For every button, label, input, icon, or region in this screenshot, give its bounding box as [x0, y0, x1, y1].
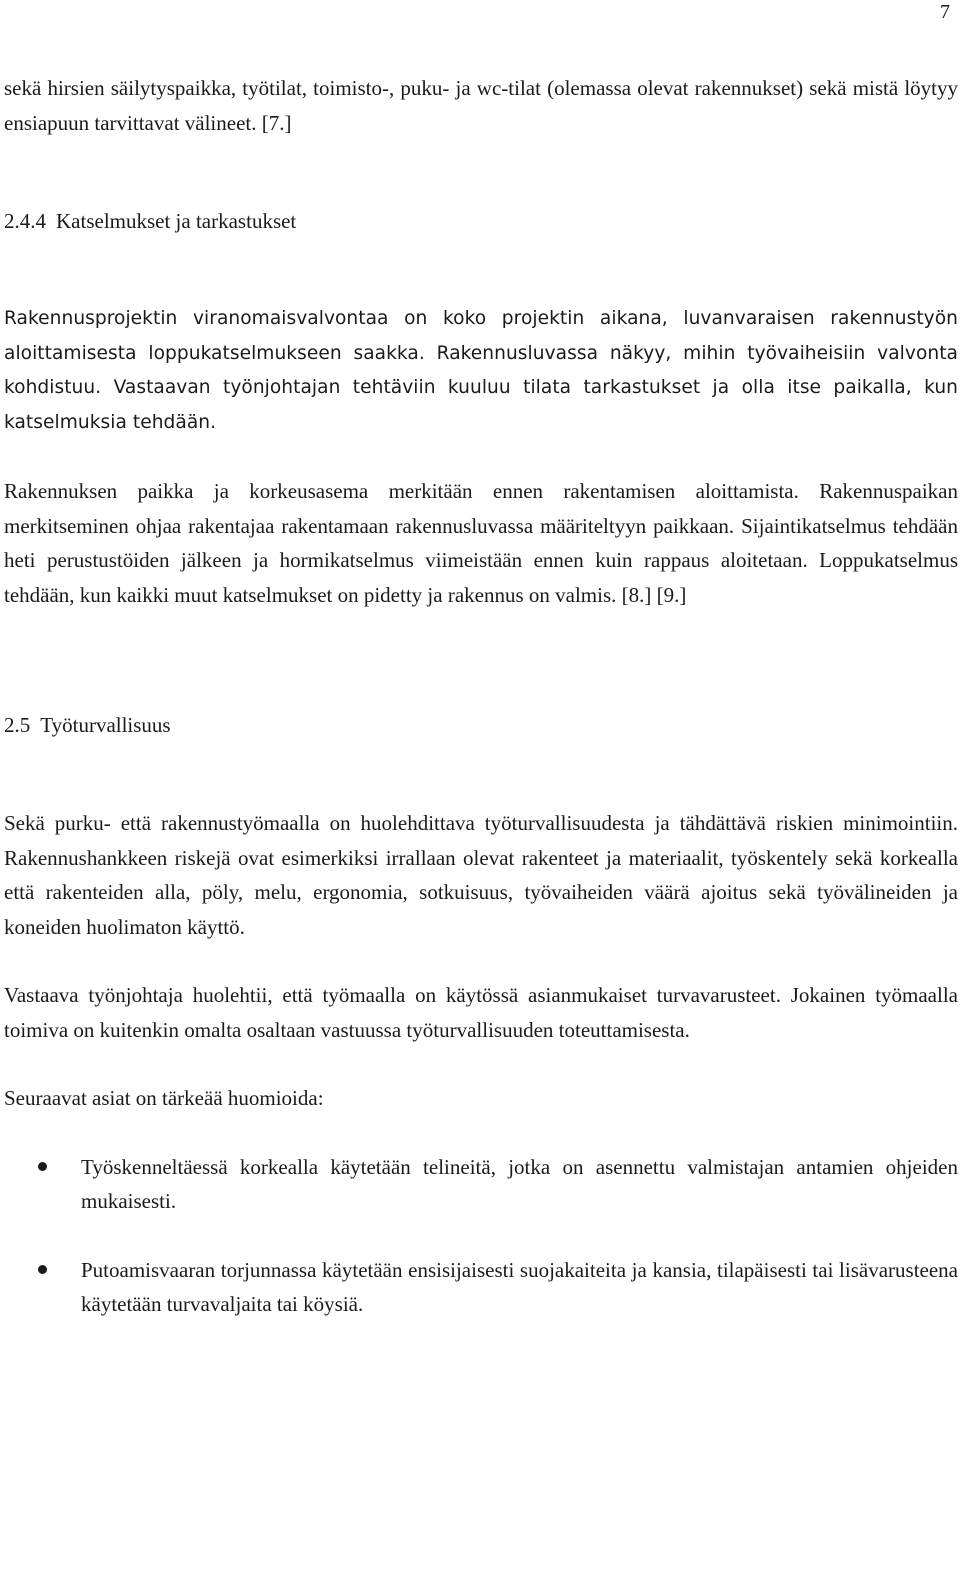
list-item: [4, 1253, 958, 1322]
list-item: [4, 1150, 958, 1219]
safety-paragraph-2: Vastaava työnjohtaja huolehtii, että työmaalla on käytössä asianmukaiset turvavarusteet. Jokainen työmaalla toimiva on kuitenkin omalta osaltaan vastuussa työturvallisuuden toteuttamisesta.: [4, 983, 958, 1042]
section-title: Katselmukset ja tarkastukset: [56, 209, 297, 233]
document-body: [4, 71, 958, 1322]
inspection-paragraph-1: Rakennusprojektin viranomaisvalvontaa on koko projektin aikana, luvanvaraisen rakennustyön aloittamisesta loppukatselmukseen saakka. Rakennusluvassa näkyy, mihin työvaiheisiin valvonta kohdistuu. Vastaavan työnjohtajan tehtäviin kuuluu tilata tarkastukset ja olla itse paikalla, kun katselmuksia tehdään.: [4, 308, 958, 433]
safety-paragraph-1: Sekä purku- että rakennustyömaalla on huolehdittava työturvallisuudesta ja tähdättävä riskien minimointiin. Rakennushankkeen riskejä ovat esimerkiksi irrallaan olevat rakenteet ja materiaalit, työskentely sekä korkealla että rakenteiden alla, pöly, melu, ergonomia, sotkuisuus, työvaiheiden väärä ajoitus sekä työvälineiden ja koneiden huolimaton käyttö.: [4, 811, 958, 939]
list-item-text: Työskenneltäessä korkealla käytetään telineitä, jotka on asennettu valmistajan antamien ohjeiden mukaisesti.: [81, 1154, 958, 1213]
list-intro: Seuraavat asiat on tärkeää huomioida:: [4, 1086, 324, 1110]
bullet-icon: [38, 1162, 47, 1171]
section-number: 2.4.4: [4, 209, 46, 233]
section-number: 2.5: [4, 713, 31, 737]
section-title: Työturvallisuus: [40, 713, 171, 737]
safety-bullet-list: [4, 1150, 958, 1322]
page-number: 7: [940, 1, 950, 23]
bullet-icon: [38, 1265, 47, 1274]
inspection-paragraph-2: Rakennuksen paikka ja korkeusasema merkitään ennen rakentamisen aloittamista. Rakennuspaikan merkitseminen ohjaa rakentajaa rakentamaan rakennusluvassa määriteltyyn paikkaan. Sijaintikatselmus tehdään heti perustustöiden jälkeen ja hormikatselmus viimeistään ennen kuin rappaus aloitetaan. Loppukatselmus tehdään, kun kaikki muut katselmukset on pidetty ja rakennus on valmis. [8.] [9.]: [4, 479, 958, 607]
intro-paragraph: sekä hirsien säilytyspaikka, työtilat, toimisto-, puku- ja wc-tilat (olemassa olevat rakennukset) sekä mistä löytyy ensiapuun tarvittavat välineet. [7.]: [4, 76, 958, 135]
section-heading-2-5: [4, 708, 958, 742]
section-heading-2-4-4: [4, 204, 958, 238]
list-item-text: Putoamisvaaran torjunnassa käytetään ensisijaisesti suojakaiteita ja kansia, tilapäisesti tai lisävarusteena käytetään turvavaljaita tai köysiä.: [81, 1257, 958, 1316]
